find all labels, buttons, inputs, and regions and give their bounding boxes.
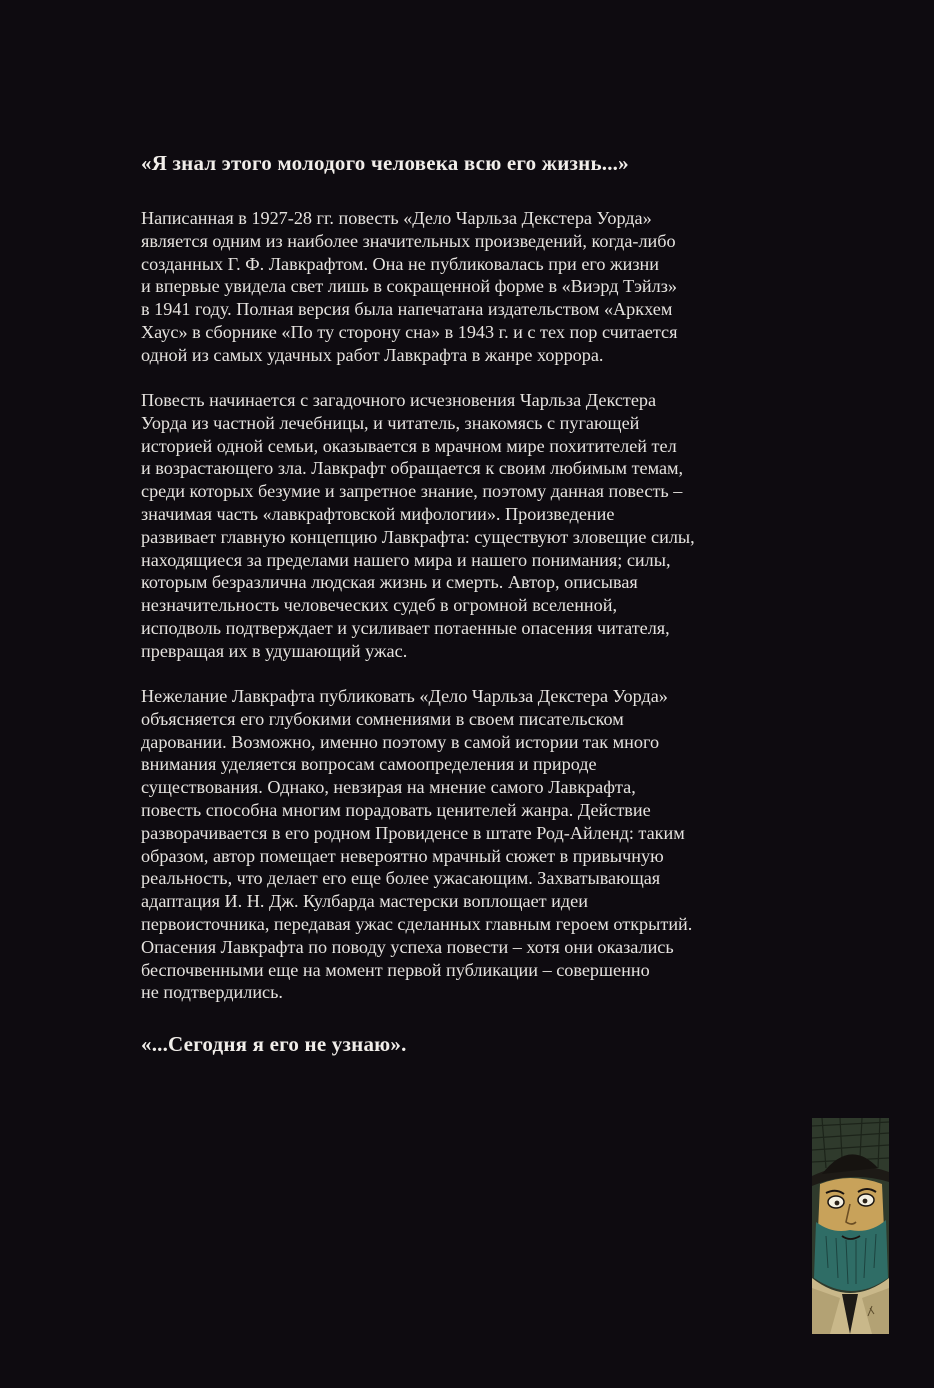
paragraph-3 (141, 685, 791, 1004)
paragraph-line: Опасения Лавкрафта по поводу успеха повести – хотя они оказались (141, 936, 674, 957)
paragraph-1 (141, 207, 791, 367)
paragraph-line: Написанная в 1927-28 гг. повесть «Дело Чарльза Декстера Уорда» (141, 208, 652, 228)
paragraph-line: и впервые увидела свет лишь в сокращенной форме в «Виэрд Тэйлз» (141, 276, 678, 297)
paragraph-line: повесть способна многим порадовать ценителей жанра. Действие (141, 799, 651, 820)
paragraph-line: созданных Г. Ф. Лавкрафтом. Она не публиковалась при его жизни (141, 253, 659, 274)
paragraph-line: и возрастающего зла. Лавкрафт обращается к своим любимым темам, (141, 458, 684, 479)
paragraph-line: Уорда из частной лечебницы, и читатель, знакомясь с пугающей (141, 412, 640, 433)
paragraph-line: исподволь подтверждает и усиливает потаенные опасения читателя, (141, 617, 670, 638)
paragraph-line: первоисточника, передавая ужас сделанных главным героем открытий. (141, 913, 693, 934)
paragraph-line: является одним из наиболее значительных произведений, когда-либо (141, 230, 676, 251)
paragraph-line: превращая их в удушающий ужас. (141, 640, 408, 661)
paragraph-line: объясняется его глубокими сомнениями в своем писательском (141, 708, 624, 729)
paragraph-line: внимания уделяется вопросам самоопределения и природе (141, 754, 597, 775)
closing-quote-heading: «...Сегодня я его не узнаю». (141, 1032, 407, 1056)
paragraph-line: образом, автор помещает невероятно мрачный сюжет в привычную (141, 845, 664, 866)
paragraph-line: среди которых безумие и запретное знание, поэтому данная повесть – (141, 481, 683, 502)
paragraph-line: реальность, что делает его еще более ужасающим. Захватывающая (141, 868, 661, 889)
paragraph-line: Повесть начинается с загадочного исчезновения Чарльза Декстера (141, 390, 657, 410)
paragraph-line: которым безразлична людская жизнь и смерть. Автор, описывая (141, 572, 638, 593)
paragraph-line: в 1941 году. Полная версия была напечатана издательством «Аркхем (141, 299, 673, 320)
paragraph-line: историей одной семьи, оказывается в мрачном мире похитителей тел (141, 435, 677, 456)
paragraph-line: Нежелание Лавкрафта публиковать «Дело Чарльза Декстера Уорда» (141, 686, 668, 706)
paragraph-line: существования. Однако, невзирая на мнение самого Лавкрафта, (141, 777, 636, 798)
paragraph-line: одной из самых удачных работ Лавкрафта в жанре хоррора. (141, 344, 604, 365)
opening-quote-heading: «Я знал этого молодого человека всю его жизнь...» (141, 151, 629, 175)
paragraph-line: адаптация И. Н. Дж. Кулбарда мастерски воплощает идеи (141, 891, 588, 912)
paragraph-line: развивает главную концепцию Лавкрафта: существуют зловещие силы, (141, 526, 695, 547)
paragraph-line: Хаус» в сборнике «По ту сторону сна» в 1943 г. и с тех пор считается (141, 321, 678, 342)
paragraph-line: даровании. Возможно, именно поэтому в самой истории так много (141, 731, 660, 752)
paragraph-line: разворачивается в его родном Провиденсе в штате Род-Айленд: таким (141, 822, 685, 843)
paragraph-line: не подтвердились. (141, 982, 283, 1003)
paragraph-line: находящиеся за пределами нашего мира и нашего понимания; силы, (141, 549, 671, 570)
paragraph-line: незначительность человеческих судеб в огромной вселенной, (141, 595, 618, 616)
comic-panel-bearded-man-icon (812, 1118, 889, 1334)
paragraph-line: беспочвенными еще на момент первой публикации – совершенно (141, 959, 650, 980)
paragraph-2 (141, 389, 791, 663)
paragraph-line: значимая часть «лавкрафтовской мифологии». Произведение (141, 503, 615, 524)
